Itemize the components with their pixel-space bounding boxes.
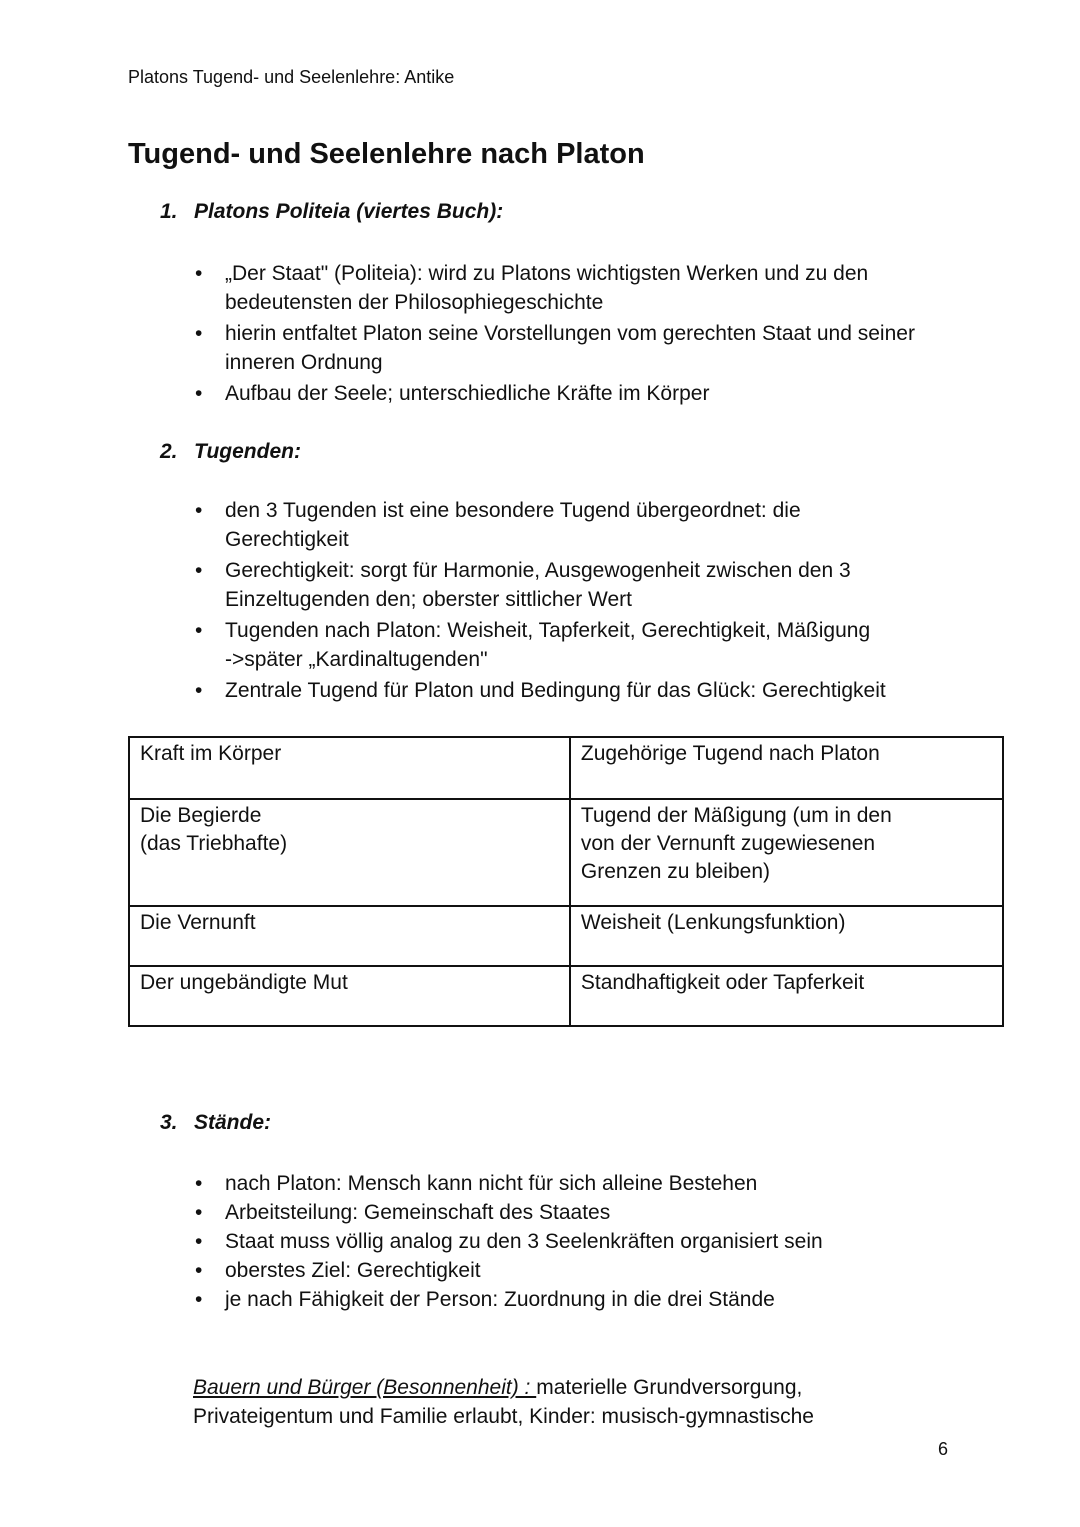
cell-line: Standhaftigkeit oder Tapferkeit (580, 971, 865, 994)
list-item (225, 1198, 955, 1227)
cell-line: Weisheit (Lenkungsfunktion) (580, 911, 846, 934)
section-1-heading (160, 198, 503, 226)
cell-line: Die Vernunft (140, 911, 256, 934)
virtue-table (128, 736, 1004, 1027)
cell-line: Tugend der Mäßigung (um in den (580, 804, 892, 827)
section-3-heading (160, 1109, 271, 1137)
estate-text-line-2: Privateigentum und Familie erlaubt, Kinder: musisch-gymnastische (193, 1405, 814, 1428)
bullet-line: Staat muss völlig analog zu den 3 Seelenkräften organisiert sein (225, 1230, 823, 1253)
running-header: Platons Tugend- und Seelenlehre: Antike (128, 67, 455, 87)
bullet-line: bedeutensten der Philosophiegeschichte (225, 291, 604, 314)
bullet-line: • „Der Staat" (Politeia): wird zu Platons wichtigsten Werken und zu den (225, 262, 869, 285)
list-item (225, 1169, 955, 1198)
bullet-line: Gerechtigkeit (225, 528, 349, 551)
section-1-heading-text: Platons Politeia (viertes Buch): (194, 200, 504, 223)
bullet-line: • den 3 Tugenden ist eine besondere Tugend übergeordnet: die (225, 499, 801, 522)
estate-paragraph (193, 1373, 893, 1431)
list-item (225, 496, 955, 554)
bullet-line: ->später „Kardinaltugenden" (225, 648, 488, 671)
table-row (129, 966, 1003, 1026)
list-item (225, 259, 955, 317)
cell-line: (das Triebhafte) (140, 832, 288, 855)
bullet-line: • Aufbau der Seele; unterschiedliche Kräfte im Körper (225, 382, 710, 405)
list-item (225, 676, 955, 705)
estate-label: Bauern und Bürger (Besonnenheit) : (193, 1376, 537, 1399)
table-cell (570, 799, 1003, 906)
section-3-bullets (225, 1169, 955, 1314)
list-item (225, 556, 955, 614)
table-header-cell: Zugehörige Tugend nach Platon (570, 737, 1003, 799)
list-item (225, 1285, 955, 1314)
table-header-cell: Kraft im Körper (129, 737, 570, 799)
section-3-heading-text: Stände: (194, 1111, 272, 1134)
section-2-heading-text: Tugenden: (194, 440, 301, 463)
table-row (129, 799, 1003, 906)
cell-line: Grenzen zu bleiben) (580, 860, 770, 883)
bullet-line: je nach Fähigkeit der Person: Zuordnung in die drei Stände (225, 1288, 775, 1311)
document-title: Tugend- und Seelenlehre nach Platon (128, 138, 645, 170)
section-1-number: 1. (160, 200, 178, 223)
bullet-line: • Tugenden nach Platon: Weisheit, Tapferkeit, Gerechtigkeit, Mäßigung (225, 619, 871, 642)
bullet-line: Arbeitsteilung: Gemeinschaft des Staates (225, 1201, 611, 1224)
bullet-line: Einzeltugenden den; oberster sittlicher Wert (225, 588, 632, 611)
section-1-bullets (225, 259, 955, 410)
table-cell (129, 906, 570, 966)
bullet-line: inneren Ordnung (225, 351, 383, 374)
section-2-number: 2. (160, 440, 178, 463)
list-item (225, 319, 955, 377)
cell-line: von der Vernunft zugewiesenen (580, 832, 876, 855)
table-row (129, 906, 1003, 966)
estate-text-line-1: materielle Grundversorgung, (536, 1376, 803, 1399)
bullet-line: • Gerechtigkeit: sorgt für Harmonie, Ausgewogenheit zwischen den 3 (225, 559, 851, 582)
bullet-line: nach Platon: Mensch kann nicht für sich alleine Bestehen (225, 1172, 758, 1195)
bullet-line: • Zentrale Tugend für Platon und Bedingung für das Glück: Gerechtigkeit (225, 679, 886, 702)
table-cell (570, 966, 1003, 1026)
page-number: 6 (938, 1439, 949, 1459)
table-cell (570, 906, 1003, 966)
list-item (225, 1256, 955, 1285)
cell-line: Die Begierde (140, 804, 262, 827)
table-header-row (129, 737, 1003, 799)
bullet-line: oberstes Ziel: Gerechtigkeit (225, 1259, 481, 1282)
section-3-number: 3. (160, 1111, 178, 1134)
section-2-bullets (225, 496, 955, 707)
table-cell (129, 966, 570, 1026)
section-2-heading (160, 438, 301, 466)
list-item (225, 616, 955, 674)
bullet-line: • hierin entfaltet Platon seine Vorstellungen vom gerechten Staat und seiner (225, 322, 915, 345)
list-item (225, 1227, 955, 1256)
list-item (225, 379, 955, 408)
cell-line: Der ungebändigte Mut (140, 971, 348, 994)
table-cell (129, 799, 570, 906)
